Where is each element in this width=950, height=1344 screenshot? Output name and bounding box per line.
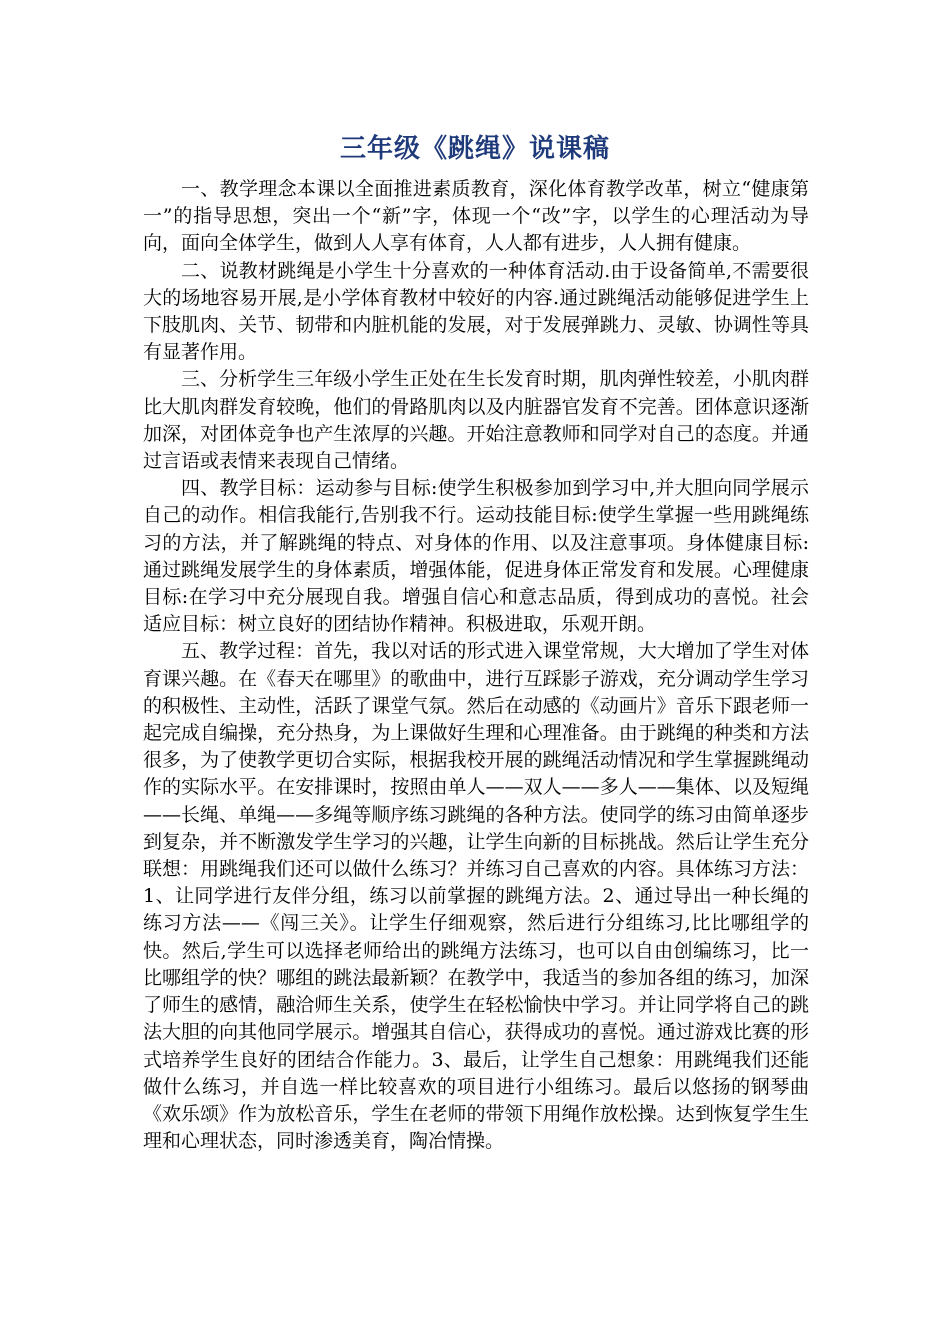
paragraph-teaching-goals: 四、教学目标：运动参与目标:使学生积极参加到学习中,并大胆向同学展示自己的动作。相信我能行,告别我不行。运动技能目标:使学生掌握一些用跳绳练习的方法，并了解跳绳的特点、对身体的作用、以及注意事项。身体健康目标:通过跳绳发展学生的身体素质，增强体能，促进身体正常发育和发展。心理健康目标:在学习中充分展现自我。增强自信心和意志品质，得到成功的喜悦。社会适应目标：树立良好的团结协作精神。积极进取，乐观开朗。 xyxy=(143,477,809,636)
document-title: 三年级《跳绳》说课稿 xyxy=(339,134,610,164)
paragraph-student-analysis: 三、分析学生三年级小学生正处在生长发育时期，肌肉弹性较差，小肌肉群比大肌肉群发育较晚，他们的骨路肌肉以及内脏器官发育不完善。团体意识逐渐加深，对团体竞争也产生浓厚的兴趣。开始注意教师和同学对自己的态度。并通过言语或表情来表现自己情绪。 xyxy=(143,368,809,473)
document-body xyxy=(143,176,809,1155)
paragraph-teaching-material: 二、说教材跳绳是小学生十分喜欢的一种体育活动.由于设备简单,不需要很大的场地容易开展,是小学体育教材中较好的内容.通过跳绳活动能够促进学生上下肢肌肉、关节、韧带和内脏机能的发展，对于发展弹跳力、灵敏、协调性等具有显著作用。 xyxy=(143,259,809,364)
paragraph-teaching-process: 五、教学过程：首先，我以对话的形式进入课堂常规，大大增加了学生对体育课兴趣。在《春天在哪里》的歌曲中，进行互踩影子游戏，充分调动学生学习的积极性、主动性，活跃了课堂气氛。然后在动感的《动画片》音乐下跟老师一起完成自编操，充分热身，为上课做好生理和心理准备。由于跳绳的种类和方法很多，为了使教学更切合实际，根据我校开展的跳绳活动情况和学生掌握跳绳动作的实际水平。在安排课时，按照由单人——双人——多人——集体、以及短绳——长绳、单绳——多绳等顺序练习跳绳的各种方法。使同学的练习由简单逐步到复杂，并不断激发学生学习的兴趣，让学生向新的目标挑战。然后让学生充分联想：用跳绳我们还可以做什么练习？并练习自己喜欢的内容。具体练习方法：1、让同学进行友伴分组，练习以前掌握的跳绳方法。2、通过导出一种长绳的练习方法——《闯三关》。让学生仔细观察，然后进行分组练习,比比哪组学的快。然后,学生可以选择老师给出的跳绳方法练习，也可以自由创编练习，比一比哪组学的快？哪组的跳法最新颖？在教学中，我适当的参加各组的练习，加深了师生的感情，融洽师生关系，使学生在轻松愉快中学习。并让同学将自己的跳法大胆的向其他同学展示。增强其自信心，获得成功的喜悦。通过游戏比赛的形式培养学生良好的团结合作能力。3、最后，让学生自己想象：用跳绳我们还能做什么练习，并自选一样比较喜欢的项目进行小组练习。最后以悠扬的钢琴曲《欢乐颂》作为放松音乐，学生在老师的带领下用绳作放松操。达到恢复学生生理和心理状态，同时渗透美育，陶冶情操。 xyxy=(143,640,809,1153)
paragraph-teaching-philosophy: 一、教学理念本课以全面推进素质教育，深化体育教学改革，树立“健康第一”的指导思想，突出一个“新”字，体现一个“改”字，以学生的心理活动为导向，面向全体学生，做到人人享有体育，人人都有进步，人人拥有健康。 xyxy=(143,178,809,255)
